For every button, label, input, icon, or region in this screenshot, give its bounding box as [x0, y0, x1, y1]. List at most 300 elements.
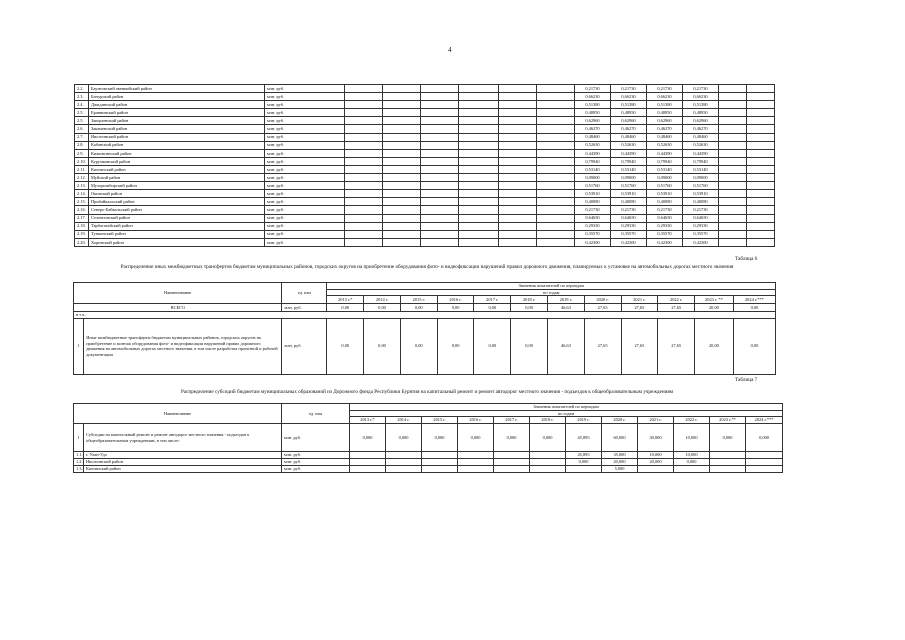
value-cell: 0,62960: [611, 117, 647, 125]
row-number: 2.12.: [75, 174, 89, 182]
value-cell: 0,51380: [611, 101, 647, 109]
value-cell: 0,66230: [575, 93, 611, 101]
empty-cell: [719, 230, 747, 238]
row-unit: млн. руб.: [265, 206, 345, 214]
value-cell: 0,29330: [575, 222, 611, 230]
empty-cell: [499, 157, 537, 165]
value-cell: 0,52630: [611, 141, 647, 149]
value-cell: 0,79940: [683, 157, 719, 165]
empty-cell: [537, 182, 575, 190]
value-cell: 0,29330: [611, 222, 647, 230]
total-value: 46,63: [547, 304, 584, 312]
empty-cell: [499, 174, 537, 182]
value-cell: 27,65: [621, 318, 658, 374]
value-cell: 45,895: [566, 424, 602, 452]
value-cell: 0,00: [437, 318, 474, 374]
year-header: 2015 г.: [422, 417, 458, 424]
page-number: 4: [448, 46, 452, 54]
value-cell: 0,00: [733, 318, 775, 374]
empty-cell: [459, 141, 499, 149]
value-cell: 0,09000: [647, 174, 683, 182]
empty-cell: [421, 198, 459, 206]
row-name: Окинский район: [89, 190, 265, 198]
table-row: [75, 125, 775, 133]
table-row: [75, 230, 775, 238]
value-cell: [674, 466, 710, 473]
value-cell: [638, 466, 674, 473]
row-unit: млн. руб.: [265, 182, 345, 190]
empty-cell: [719, 222, 747, 230]
value-cell: 0,51760: [647, 182, 683, 190]
table-row: [75, 85, 775, 93]
empty-cell: [459, 174, 499, 182]
table7: [73, 403, 783, 473]
empty-cell: [383, 157, 421, 165]
municipal-values-table: [74, 84, 775, 247]
row-unit: млн. руб.: [265, 230, 345, 238]
value-cell: 0,21730: [611, 206, 647, 214]
table6-label: Таблица 6: [735, 256, 758, 262]
empty-cell: [747, 206, 775, 214]
empty-cell: [747, 133, 775, 141]
row-unit: млн. руб.: [265, 198, 345, 206]
empty-cell: [747, 85, 775, 93]
value-cell: 0,40080: [611, 198, 647, 206]
row-unit: млн. руб.: [282, 424, 350, 452]
value-cell: 0,46270: [683, 125, 719, 133]
row-unit: млн. руб.: [282, 318, 327, 374]
empty-cell: [421, 174, 459, 182]
empty-cell: [747, 165, 775, 173]
empty-cell: [719, 117, 747, 125]
empty-cell: [459, 182, 499, 190]
value-cell: [386, 452, 422, 459]
row-name: Иволгинский район: [84, 459, 282, 466]
empty-cell: [499, 222, 537, 230]
value-cell: 0,000: [422, 424, 458, 452]
value-cell: [458, 452, 494, 459]
value-cell: 30,000: [638, 424, 674, 452]
value-cell: 0,42300: [683, 238, 719, 246]
table-row: [75, 117, 775, 125]
value-cell: [710, 466, 746, 473]
table7-header-years-label: по годам: [350, 410, 783, 417]
year-header: 2016 г.: [437, 296, 474, 304]
empty-cell: [345, 109, 383, 117]
empty-cell: [345, 206, 383, 214]
value-cell: 0,35570: [647, 230, 683, 238]
empty-cell: [719, 101, 747, 109]
row-name: Тарбагатайский район: [89, 222, 265, 230]
value-cell: 35,000: [602, 452, 638, 459]
row-number: 1.1.: [74, 452, 84, 459]
value-cell: 5,000: [602, 466, 638, 473]
value-cell: 20,00: [695, 318, 734, 374]
row-unit: млн. руб.: [265, 109, 345, 117]
row-name: Кабанский район: [89, 141, 265, 149]
value-cell: 0,66230: [611, 93, 647, 101]
value-cell: 10,000: [674, 452, 710, 459]
row-number: 2.13.: [75, 182, 89, 190]
empty-cell: [499, 93, 537, 101]
row-number: 2.8.: [75, 141, 89, 149]
value-cell: [386, 466, 422, 473]
empty-cell: [345, 222, 383, 230]
value-cell: [530, 466, 566, 473]
empty-cell: [537, 101, 575, 109]
empty-cell: [459, 93, 499, 101]
empty-cell: [499, 238, 537, 246]
empty-cell: [345, 198, 383, 206]
value-cell: 0,21730: [575, 206, 611, 214]
year-header: 2013 г.*: [350, 417, 386, 424]
empty-cell: [747, 101, 775, 109]
empty-cell: [345, 85, 383, 93]
empty-cell: [383, 230, 421, 238]
row-unit: млн. руб.: [265, 190, 345, 198]
value-cell: 0,48950: [647, 109, 683, 117]
total-value: 0,00: [400, 304, 437, 312]
value-cell: 0,40080: [683, 198, 719, 206]
row-name: Баунтовский эвенкийский район: [89, 85, 265, 93]
table7-header-values: Значения показателей по периодам: [350, 404, 783, 411]
empty-cell: [499, 198, 537, 206]
value-cell: 0,64650: [647, 214, 683, 222]
year-header: 2024 г.***: [746, 417, 783, 424]
empty-cell: [499, 141, 537, 149]
value-cell: 45,895: [566, 452, 602, 459]
year-header: 2020 г.: [584, 296, 621, 304]
value-cell: 46,63: [547, 318, 584, 374]
total-label: ВСЕГО: [74, 304, 282, 312]
row-name: Муйский район: [89, 174, 265, 182]
empty-cell: [383, 149, 421, 157]
value-cell: [494, 452, 530, 459]
empty-cell: [383, 190, 421, 198]
value-cell: 27,65: [584, 318, 621, 374]
row-number: 2.10.: [75, 157, 89, 165]
value-cell: [458, 466, 494, 473]
value-cell: 0,21730: [575, 85, 611, 93]
empty-cell: [383, 206, 421, 214]
row-number: 2.5.: [75, 117, 89, 125]
value-cell: 0,51380: [683, 101, 719, 109]
value-cell: 0,66230: [683, 93, 719, 101]
row-unit: млн. руб.: [282, 459, 350, 466]
empty-cell: [459, 101, 499, 109]
empty-cell: [421, 157, 459, 165]
total-value: 27,65: [621, 304, 658, 312]
year-header: 2024 г.***: [733, 296, 775, 304]
value-cell: 0,53140: [647, 165, 683, 173]
table-row: [75, 93, 775, 101]
value-cell: 0,09000: [575, 174, 611, 182]
value-cell: 0,48950: [575, 109, 611, 117]
empty-cell: [499, 214, 537, 222]
value-cell: [494, 459, 530, 466]
row-unit: млн. руб.: [265, 93, 345, 101]
value-cell: 0,46270: [647, 125, 683, 133]
row-name: Иволгинский район: [89, 133, 265, 141]
value-cell: 0,53910: [647, 190, 683, 198]
value-cell: 0,51380: [647, 101, 683, 109]
table6-incl-label: в т.ч.:: [74, 312, 776, 319]
empty-cell: [421, 117, 459, 125]
empty-cell: [719, 141, 747, 149]
value-cell: 0,51380: [575, 101, 611, 109]
table6-header-name: Наименование: [74, 283, 282, 304]
year-header: 2019 г.: [566, 417, 602, 424]
year-header: 2023 г. **: [695, 296, 734, 304]
row-number: 2.16.: [75, 206, 89, 214]
row-unit: млн. руб.: [265, 133, 345, 141]
row-unit: млн. руб.: [265, 85, 345, 93]
total-unit: млн. руб.: [282, 304, 327, 312]
value-cell: 0,53140: [575, 165, 611, 173]
value-cell: [350, 459, 386, 466]
total-value: 0,00: [327, 304, 364, 312]
value-cell: [746, 452, 783, 459]
row-number: 2.5.: [75, 109, 89, 117]
empty-cell: [537, 165, 575, 173]
value-cell: [530, 452, 566, 459]
empty-cell: [747, 198, 775, 206]
table-row: [75, 198, 775, 206]
total-value: 0,00: [733, 304, 775, 312]
empty-cell: [421, 85, 459, 93]
value-cell: 0,48460: [647, 133, 683, 141]
value-cell: 0,29330: [647, 222, 683, 230]
value-cell: 0,64650: [575, 214, 611, 222]
empty-cell: [421, 165, 459, 173]
table6-header-values: Значения показателей по периодам: [327, 283, 776, 290]
value-cell: 0,21730: [683, 85, 719, 93]
table6-row-1: [74, 318, 776, 374]
empty-cell: [499, 206, 537, 214]
total-value: 27,65: [658, 304, 695, 312]
value-cell: 0,00: [400, 318, 437, 374]
total-value: 0,00: [437, 304, 474, 312]
value-cell: 0,79940: [647, 157, 683, 165]
empty-cell: [459, 165, 499, 173]
empty-cell: [421, 93, 459, 101]
empty-cell: [459, 125, 499, 133]
row-unit: млн. руб.: [265, 238, 345, 246]
empty-cell: [421, 222, 459, 230]
value-cell: [530, 459, 566, 466]
value-cell: [386, 459, 422, 466]
empty-cell: [537, 149, 575, 157]
value-cell: 0,44390: [575, 149, 611, 157]
empty-cell: [499, 165, 537, 173]
empty-cell: [719, 238, 747, 246]
empty-cell: [459, 117, 499, 125]
table-row: [74, 459, 783, 466]
empty-cell: [383, 117, 421, 125]
empty-cell: [383, 133, 421, 141]
table-row: [75, 165, 775, 173]
value-cell: 0,53140: [683, 165, 719, 173]
value-cell: 0,42300: [611, 238, 647, 246]
row-name: Кяхтинский район: [89, 165, 265, 173]
row-number: 2.7.: [75, 133, 89, 141]
empty-cell: [719, 165, 747, 173]
value-cell: 0,44390: [647, 149, 683, 157]
year-header: 2016 г.: [458, 417, 494, 424]
row-number: 2.11.: [75, 165, 89, 173]
empty-cell: [383, 109, 421, 117]
table-row: [75, 214, 775, 222]
value-cell: 0,62960: [683, 117, 719, 125]
empty-cell: [719, 174, 747, 182]
year-header: 2019 г.: [547, 296, 584, 304]
table6: [73, 282, 776, 375]
value-cell: [494, 466, 530, 473]
empty-cell: [383, 125, 421, 133]
empty-cell: [747, 149, 775, 157]
row-unit: млн. руб.: [265, 157, 345, 165]
value-cell: 0,51760: [683, 182, 719, 190]
value-cell: 0,48950: [611, 109, 647, 117]
empty-cell: [383, 198, 421, 206]
year-header: 2017 г.: [474, 296, 511, 304]
empty-cell: [345, 149, 383, 157]
table6-header-years-label: по годам: [327, 289, 776, 296]
empty-cell: [537, 125, 575, 133]
value-cell: 0,48950: [683, 109, 719, 117]
empty-cell: [537, 174, 575, 182]
value-cell: [710, 452, 746, 459]
row-name: Хоринский район: [89, 238, 265, 246]
value-cell: [710, 459, 746, 466]
value-cell: 0,64650: [611, 214, 647, 222]
empty-cell: [421, 133, 459, 141]
empty-cell: [383, 174, 421, 182]
row-name: Селенгинский район: [89, 214, 265, 222]
value-cell: 0,42300: [575, 238, 611, 246]
empty-cell: [747, 141, 775, 149]
empty-cell: [345, 182, 383, 190]
value-cell: 0,000: [674, 459, 710, 466]
empty-cell: [345, 174, 383, 182]
value-cell: 0,53910: [683, 190, 719, 198]
value-cell: 60,000: [602, 424, 638, 452]
empty-cell: [421, 190, 459, 198]
row-name: Северо-Байкальский район: [89, 206, 265, 214]
empty-cell: [537, 206, 575, 214]
empty-cell: [459, 230, 499, 238]
value-cell: 0,09000: [683, 174, 719, 182]
empty-cell: [537, 198, 575, 206]
value-cell: 0,000: [386, 424, 422, 452]
row-number: 2.9.: [75, 149, 89, 157]
value-cell: 0,000: [350, 424, 386, 452]
empty-cell: [383, 182, 421, 190]
empty-cell: [345, 238, 383, 246]
table6-header-unit: ед. изм: [282, 283, 327, 304]
empty-cell: [383, 101, 421, 109]
value-cell: 0,64650: [683, 214, 719, 222]
empty-cell: [747, 230, 775, 238]
empty-cell: [499, 101, 537, 109]
empty-cell: [459, 238, 499, 246]
empty-cell: [421, 214, 459, 222]
value-cell: 0,44390: [611, 149, 647, 157]
row-unit: млн. руб.: [265, 165, 345, 173]
empty-cell: [747, 214, 775, 222]
empty-cell: [459, 109, 499, 117]
empty-cell: [537, 230, 575, 238]
row-unit: млн. руб.: [265, 174, 345, 182]
empty-cell: [459, 198, 499, 206]
row-unit: млн. руб.: [282, 452, 350, 459]
empty-cell: [499, 190, 537, 198]
empty-cell: [345, 214, 383, 222]
empty-cell: [459, 222, 499, 230]
table6-title: Распределение иных межбюджетных трансфертов бюджетам муниципальных районов, городских округов на приобретение оборудования фото- и видеофиксации нарушений правил дорожного движения, планируемых к установке на автомобильных дорогах местного значения: [120, 264, 734, 270]
table-row: [75, 238, 775, 246]
row-name: Бичурский район: [89, 93, 265, 101]
table-row: [75, 174, 775, 182]
value-cell: 0,46270: [611, 125, 647, 133]
row-number: 2.17.: [75, 214, 89, 222]
empty-cell: [719, 157, 747, 165]
value-cell: 0,79940: [575, 157, 611, 165]
year-header: 2021 г.: [638, 417, 674, 424]
year-header: 2017 г.: [494, 417, 530, 424]
table7-title: Распределение субсидий бюджетам муниципальных образований из Дорожного фонда Республики Бурятия на капитальный ремонт и ремонт автодорог местного значения - подъездов к общеобразовательным учреждениям: [180, 389, 674, 395]
empty-cell: [747, 222, 775, 230]
value-cell: 0,53910: [575, 190, 611, 198]
value-cell: 0,000: [746, 424, 783, 452]
empty-cell: [719, 133, 747, 141]
year-header: 2021 г.: [621, 296, 658, 304]
value-cell: 0,00: [364, 318, 401, 374]
empty-cell: [499, 149, 537, 157]
value-cell: 0,00: [511, 318, 548, 374]
empty-cell: [719, 198, 747, 206]
total-value: 0,00: [364, 304, 401, 312]
empty-cell: [459, 214, 499, 222]
row-name: Мухоршибирский район: [89, 182, 265, 190]
row-unit: млн. руб.: [265, 149, 345, 157]
row-number: 1.2.: [74, 459, 84, 466]
value-cell: 0,51760: [611, 182, 647, 190]
value-cell: 0,21730: [647, 206, 683, 214]
empty-cell: [421, 230, 459, 238]
value-cell: 0,48460: [611, 133, 647, 141]
table-row: [75, 157, 775, 165]
value-cell: 20,000: [602, 459, 638, 466]
value-cell: 0,53910: [611, 190, 647, 198]
value-cell: 0,52630: [683, 141, 719, 149]
empty-cell: [383, 85, 421, 93]
empty-cell: [345, 230, 383, 238]
row-name: Иные межбюджетные трансферты бюджетам муниципальных районов, городских округов на приобретение и монтаж оборудования фото- и видеофиксации нарушений правил дорожного движения на автомобильных дорогах местного значения, в том числе разработка проектной и рабочей документации: [84, 318, 282, 374]
empty-cell: [499, 109, 537, 117]
year-header: 2022 г.: [674, 417, 710, 424]
value-cell: 0,21730: [611, 85, 647, 93]
value-cell: [566, 466, 602, 473]
empty-cell: [499, 85, 537, 93]
empty-cell: [537, 117, 575, 125]
empty-cell: [747, 174, 775, 182]
value-cell: [350, 452, 386, 459]
value-cell: 0,000: [566, 459, 602, 466]
value-cell: 0,35570: [683, 230, 719, 238]
empty-cell: [499, 230, 537, 238]
empty-cell: [747, 157, 775, 165]
